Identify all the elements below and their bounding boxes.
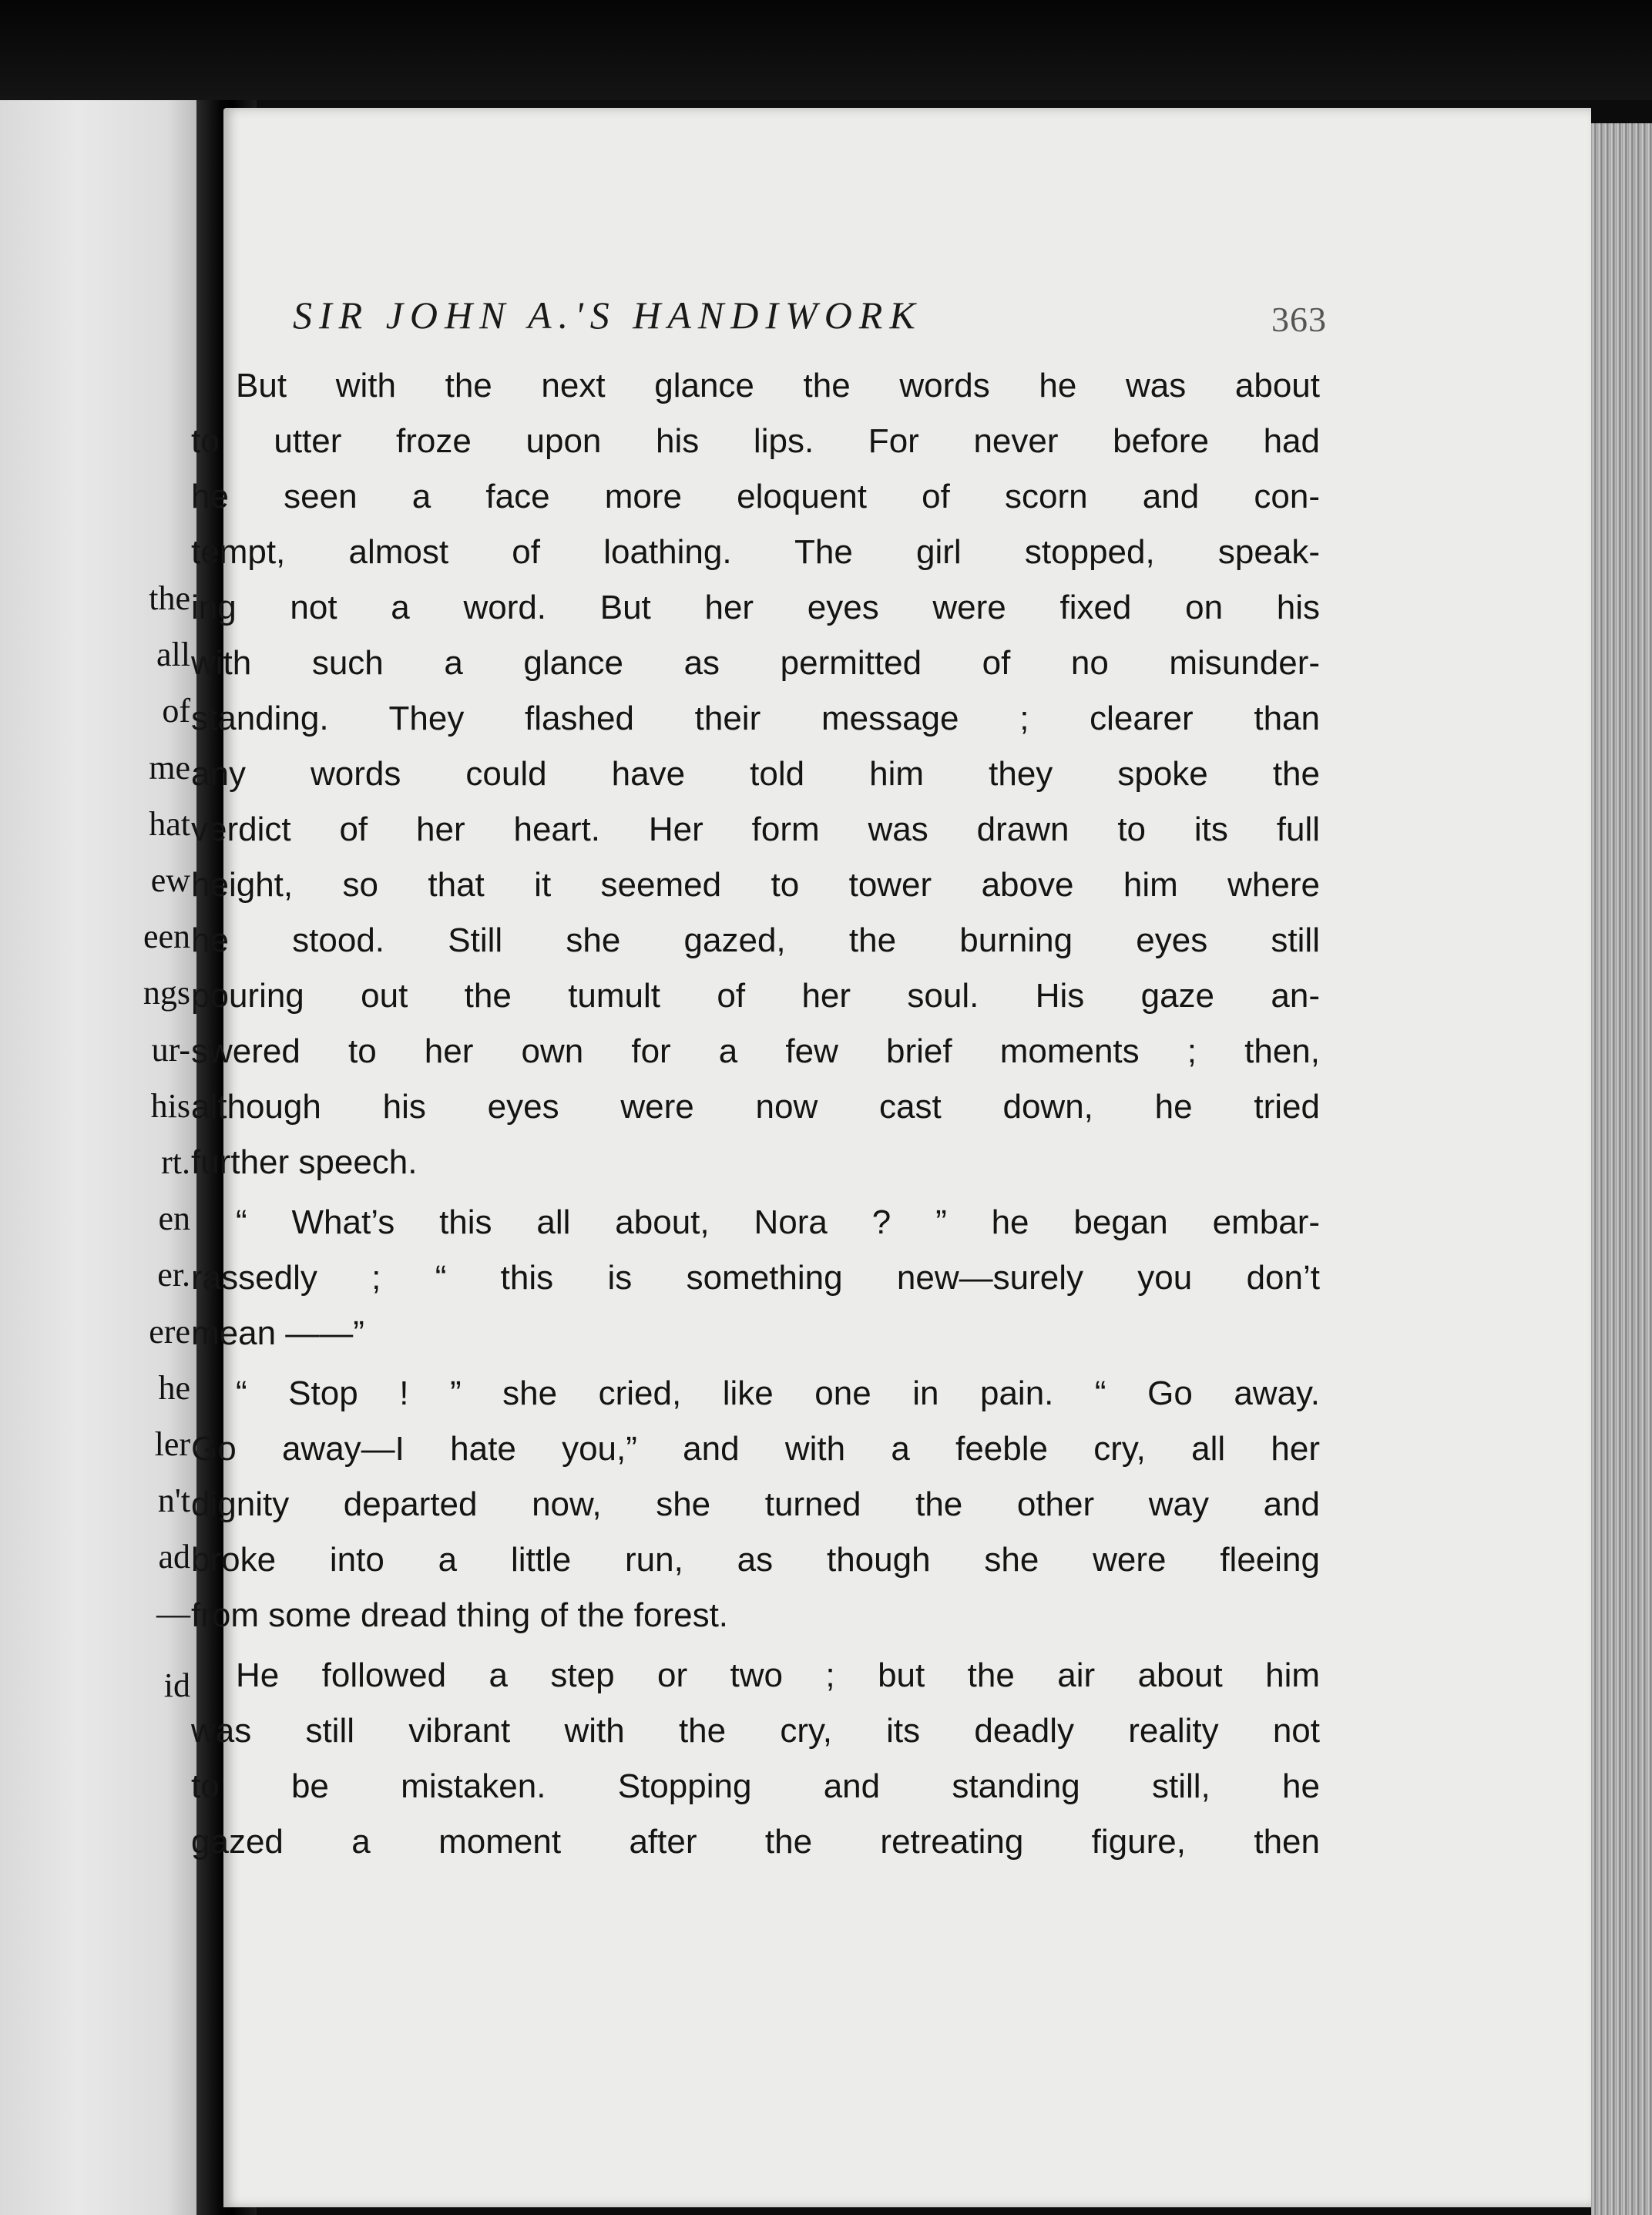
text-line: gazed a moment after the retreating figure, then	[191, 1823, 1320, 1861]
body-text	[191, 358, 1320, 1870]
text-line: height, so that it seemed to tower above him where	[191, 866, 1320, 904]
scan-top-border	[0, 0, 1652, 100]
text-line: further speech.	[191, 1143, 418, 1181]
text-line: was still vibrant with the cry, its deadly reality not	[191, 1712, 1320, 1750]
text-line: with such a glance as permitted of no misunder-	[191, 644, 1320, 682]
text-line: swered to her own for a few brief moments ; then,	[191, 1032, 1320, 1070]
text-line: “ Stop ! ” she cried, like one in pain. “ Go away.	[236, 1374, 1320, 1412]
left-page-fragment: ler	[154, 1425, 190, 1463]
text-line: to utter froze upon his lips. For never before had	[191, 422, 1320, 460]
text-line: he stood. Still she gazed, the burning eyes still	[191, 921, 1320, 959]
text-line: any words could have told him they spoke the	[191, 755, 1320, 793]
left-page-fragment: me	[149, 748, 190, 787]
text-line: from some dread thing of the forest.	[191, 1596, 729, 1634]
text-line: rassedly ; “ this is something new—surely you don’t	[191, 1259, 1320, 1297]
left-page-fragment: en	[158, 1200, 190, 1238]
left-page-fragment: id	[163, 1666, 190, 1704]
left-page-fragment: he	[158, 1368, 190, 1407]
left-page-fragment: ur-	[151, 1030, 190, 1069]
left-page-fragment: een	[143, 918, 190, 956]
running-head	[293, 293, 1341, 347]
running-head-title: SIR JOHN A.'S HANDIWORK	[293, 294, 922, 337]
left-page-fragment: ad	[158, 1538, 190, 1576]
left-facing-page	[0, 100, 196, 2215]
left-page-fragment: er.	[157, 1256, 190, 1294]
left-page-fragment: of	[162, 692, 190, 730]
text-line: mean ——”	[191, 1314, 364, 1352]
text-line: But with the next glance the words he was about	[236, 367, 1320, 404]
text-line: to be mistaken. Stopping and standing still, he	[191, 1767, 1320, 1805]
text-line: tempt, almost of loathing. The girl stopped, speak-	[191, 533, 1320, 571]
left-page-fragment: n't	[157, 1482, 190, 1520]
text-line: Go away—I hate you,” and with a feeble cry, all her	[191, 1430, 1320, 1468]
left-page-fragment: ere	[149, 1312, 190, 1351]
text-line: standing. They flashed their message ; clearer than	[191, 700, 1320, 737]
page-stack-edge	[1591, 123, 1652, 2215]
left-page-fragment: rt.	[161, 1143, 190, 1181]
page-number: 363	[1271, 300, 1327, 339]
text-line: He followed a step or two ; but the air about him	[236, 1656, 1320, 1694]
left-page-fragment: all	[156, 636, 190, 674]
text-line: dignity departed now, she turned the other way and	[191, 1485, 1320, 1523]
left-page-fragment: his	[150, 1086, 190, 1125]
text-line: he seen a face more eloquent of scorn and con-	[191, 478, 1320, 515]
text-line: pouring out the tumult of her soul. His gaze an-	[191, 977, 1320, 1015]
left-page-fragment: ngs	[143, 974, 190, 1012]
left-page-fragment: —	[156, 1594, 190, 1633]
left-page-fragment: ew	[150, 861, 190, 899]
text-line: ing not a word. But her eyes were fixed on his	[191, 589, 1320, 626]
text-line: “ What’s this all about, Nora ? ” he began embar-	[236, 1203, 1320, 1241]
text-line: broke into a little run, as though she were fleeing	[191, 1541, 1320, 1579]
text-line: verdict of her heart. Her form was drawn to its full	[191, 810, 1320, 848]
left-page-fragment: the	[149, 579, 190, 617]
left-page-fragment: hat	[149, 804, 190, 843]
text-line: although his eyes were now cast down, he tried	[191, 1088, 1320, 1126]
